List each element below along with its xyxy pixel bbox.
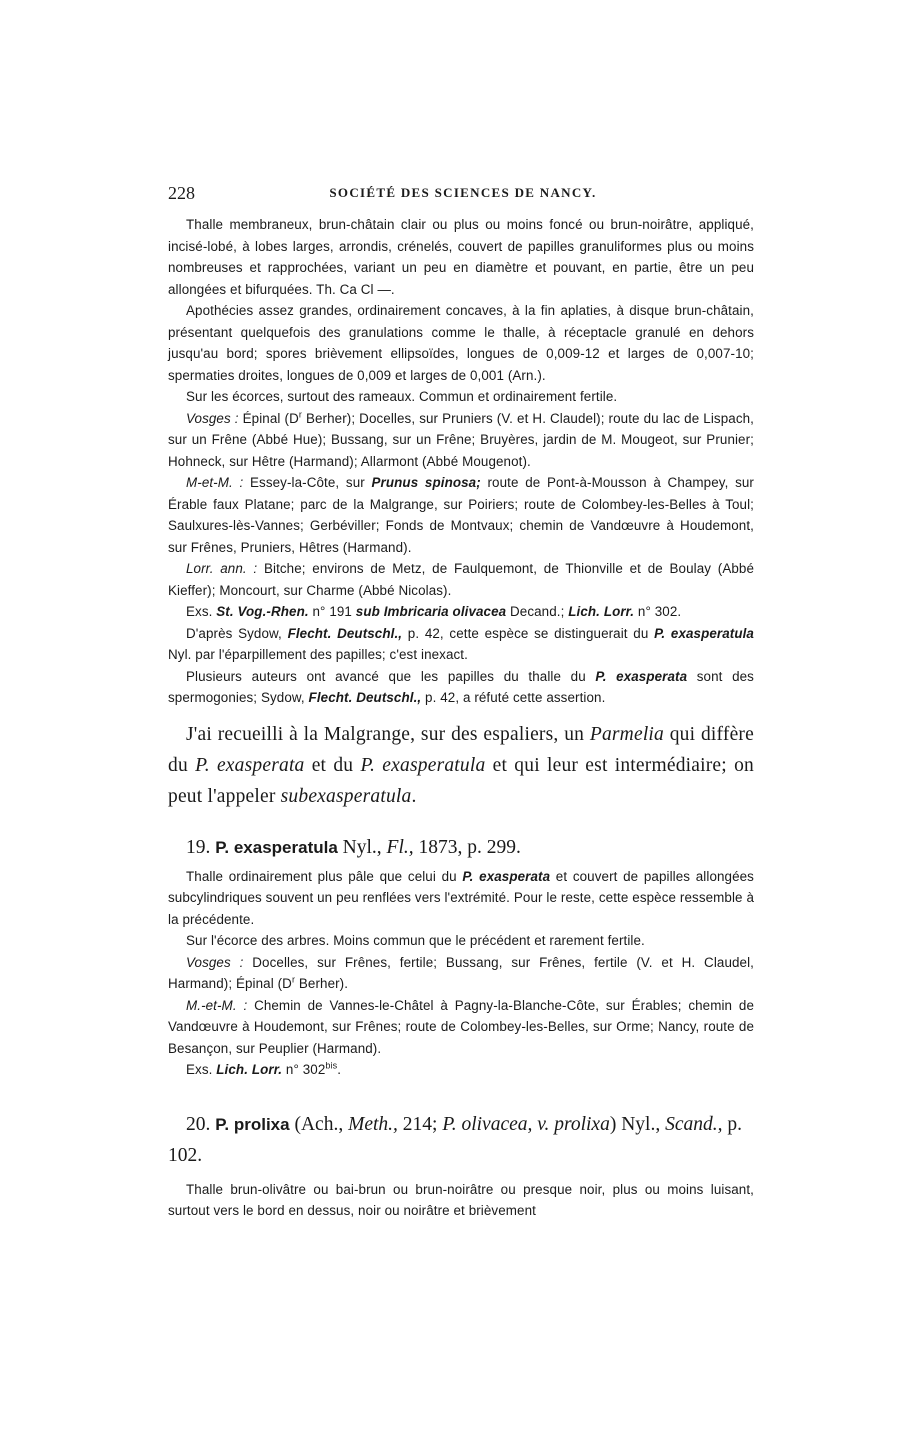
description-thallus-20: Thalle brun-olivâtre ou bai-brun ou brun-noirâtre ou presque noir, plus ou moins luisant, surtout vers le bord en dessus, noir ou noirâtre et brièvement — [168, 1181, 754, 1218]
locality-lorraine-annexee: Lorr. ann. : Bitche; environs de Metz, de Faulquemont, de Thionville et de Boulay (Abbé Kieffer); Moncourt, sur Charme (Abbé Nicolas). — [168, 561, 754, 598]
description-thallus-19: Thalle ordinairement plus pâle que celui du P. exasperata et couvert de papilles allongées subcylindriques souvent un peu renflées vers l'extrémité. Pour le reste, cette espèce ressemble à la précédente. — [168, 868, 754, 927]
region-label: M.-et-M. : — [186, 997, 248, 1013]
species-name: Prunus spinosa; — [371, 475, 481, 490]
habitat-19: Sur l'écorce des arbres. Moins commun que le précédent et rarement fertile. — [186, 933, 645, 948]
habitat: Sur les écorces, surtout des rameaux. Commun et ordinairement fertile. — [186, 389, 618, 404]
locality-vosges: Vosges : Épinal ($D^r$ Berher); Docelles, sur Pruniers (V. et H. Claudel); route du lac de Lispach, sur un Frêne (Abbé Hue); Bussang, sur un Frêne; Bruyères, jardin de M. Mougeot, sur Prunier; Hohneck, sur Hêtre (Harmand); Allarmont (Abbé Mougenot). — [168, 409, 754, 469]
locality-meurthe-et-moselle: M-et-M. : Essey-la-Côte, sur Prunus spinosa; route de Pont-à-Mousson à Champey, sur Érable faux Platane; parc de la Malgrange, sur Poiriers; route de Colombey-les-Belles à Toul; Saulxures-lès-Vannes; Gerbéviller; Fonds de Montvaux; chemin de Vandœuvre à Houdemont, sur Frênes, Pruniers, Hêtres (Harmand). — [168, 475, 754, 555]
exsiccata-19: Exs. Lich. Lorr. n° $302^{bis}$. — [186, 1060, 342, 1077]
remark-sydow: D'après Sydow, Flecht. Deutschl., p. 42, cette espèce se distinguerait du P. exasperatula Nyl. par l'éparpillement des papilles; c'est inexact. — [168, 625, 754, 662]
description-apothecia: Apothécies assez grandes, ordinairement concaves, à la fin aplaties, à disque brun-châtain, présentant quelquefois des granulations comme le thalle, à réceptacle granulé en dehors jusqu'au bord; spores brièvement ellipsoïdes, longues de 0,009-12 et larges de 0,007-10; spermaties droites, longues de 0,009 et larges de 0,001 (Arn.). — [168, 303, 754, 383]
page-body — [168, 214, 754, 1222]
species-heading-19: 19. P. exasperatula Nyl., Fl., 1873, p. 299. — [186, 836, 521, 858]
species-heading-20: 20. P. prolixa (Ach., Meth., 214; P. olivacea, v. prolixa) Nyl., Scand., p. 102. — [168, 1113, 742, 1166]
exsiccata: Exs. St. Vog.-Rhen. n° 191 sub Imbricaria olivacea Decand.; Lich. Lorr. n° 302. — [186, 604, 682, 619]
description-thallus: Thalle membraneux, brun-châtain clair ou plus ou moins foncé ou brun-noirâtre, appliqué, incisé-lobé, à lobes larges, arrondis, crénelés, couvert de papilles granuliformes plus ou moins nombreuses et rapprochées, variant un peu en diamètre et pouvant, en partie, être un peu allongées et bifurquées. Th. Ca Cl —. — [168, 217, 754, 297]
remark-spermogonies: Plusieurs auteurs ont avancé que les papilles du thalle du P. exasperata sont des spermogonies; Sydow, Flecht. Deutschl., p. 42, a réfuté cette assertion. — [168, 668, 754, 705]
region-label: Vosges : — [186, 410, 239, 426]
region-label: Lorr. ann. : — [186, 561, 258, 576]
note-subexasperatula: J'ai recueilli à la Malgrange, sur des espaliers, un Parmelia qui diffère du P. exasperata et du P. exasperatula et qui leur est intermédiaire; on peut l'appeler subexasperatula. — [168, 723, 754, 807]
page-number: 228 — [168, 183, 195, 203]
running-title: SOCIÉTÉ DES SCIENCES DE NANCY. — [329, 185, 597, 200]
page-header — [168, 183, 758, 205]
locality-vosges-19: Vosges : Docelles, sur Frênes, fertile; Bussang, sur Frênes, fertile (V. et H. Claudel, Harmand); Épinal ($D^r$ Berher). — [168, 954, 754, 991]
region-label: M-et-M. : — [186, 475, 244, 490]
region-label: Vosges : — [186, 954, 244, 970]
locality-meurthe-et-moselle-19: M.-et-M. : Chemin de Vannes-le-Châtel à Pagny-la-Blanche-Côte, sur Érables; chemin de Vandœuvre à Houdemont, sur Frênes; route de Colombey-les-Belles, sur Orme; Nancy, route de Besançon, sur Peuplier (Harmand). — [168, 997, 754, 1056]
